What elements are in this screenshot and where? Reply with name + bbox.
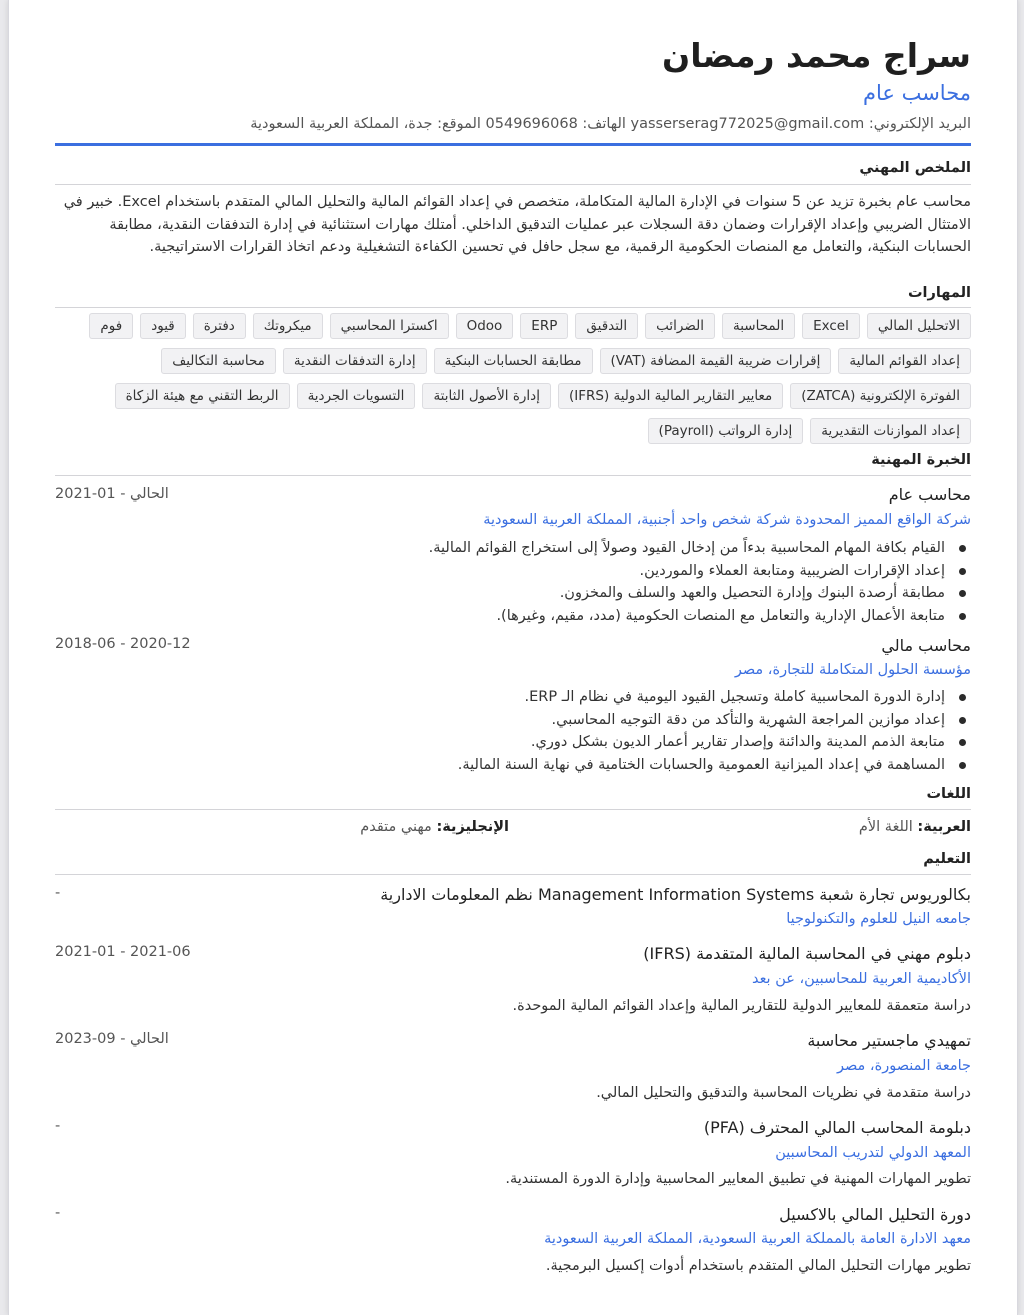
education-heading: التعليم bbox=[923, 851, 971, 867]
skill-chip: ERP bbox=[520, 313, 568, 339]
skill-chip: الفوترة الإلكترونية (ZATCA) bbox=[790, 383, 971, 409]
education-divider bbox=[55, 874, 971, 875]
list-item: إدارة الدورة المحاسبية كاملة وتسجيل القيود اليومية في نظام الـ ERP. bbox=[458, 686, 971, 709]
skill-chip: ميكروتك bbox=[253, 313, 323, 339]
list-item: القيام بكافة المهام المحاسبية بدءاً من إدخال القيود وصولاً إلى استخراج القوائم المالية. bbox=[429, 537, 971, 560]
edu-institution: المعهد الدولي لتدريب المحاسبين bbox=[775, 1145, 971, 1161]
header-divider bbox=[55, 143, 971, 146]
skill-chip: محاسبة التكاليف bbox=[161, 348, 276, 374]
bullet-dot bbox=[959, 694, 966, 701]
skills-divider bbox=[55, 307, 971, 308]
skills-list bbox=[55, 313, 971, 444]
phone-label: الهاتف: bbox=[582, 116, 626, 132]
resume-page bbox=[8, 0, 1018, 1315]
skill-chip: الضرائب bbox=[645, 313, 715, 339]
bullet-dot bbox=[959, 739, 966, 746]
languages-divider bbox=[55, 809, 971, 810]
skill-chip: إدارة الأصول الثابتة bbox=[422, 383, 551, 409]
edu-title: دورة التحليل المالي بالاكسيل bbox=[779, 1205, 971, 1224]
job-title: محاسب عام bbox=[888, 485, 971, 504]
bullet-dot bbox=[959, 545, 966, 552]
list-item: المساهمة في إعداد الميزانية العمومية والحسابات الختامية في نهاية السنة المالية. bbox=[458, 754, 971, 777]
skill-chip: إعداد الموازنات التقديرية bbox=[810, 418, 971, 444]
edu-institution: جامعه النيل للعلوم والتكنولوجيا bbox=[786, 911, 971, 927]
skill-chip: اكسترا المحاسبي bbox=[330, 313, 449, 339]
skill-chip: معايير التقارير المالية الدولية (IFRS) bbox=[558, 383, 783, 409]
job-bullets bbox=[458, 686, 971, 776]
email-label: البريد الإلكتروني: bbox=[868, 116, 971, 132]
edu-title: دبلوم مهني في المحاسبة المالية المتقدمة (IFRS) bbox=[643, 944, 971, 963]
edu-date: 2023-09 - الحالي bbox=[55, 1031, 169, 1047]
skill-chip: التسويات الجردية bbox=[297, 383, 416, 409]
edu-description: تطوير مهارات التحليل المالي المتقدم باستخدام أدوات إكسيل البرمجية. bbox=[545, 1258, 971, 1274]
bullet-dot bbox=[959, 717, 966, 724]
job-company: مؤسسة الحلول المتكاملة للتجارة، مصر bbox=[734, 662, 971, 678]
skill-chip: دفترة bbox=[193, 313, 246, 339]
language-name: الإنجليزية: bbox=[436, 819, 509, 835]
contact-line bbox=[250, 116, 971, 132]
skills-heading: المهارات bbox=[907, 285, 971, 301]
language-item bbox=[360, 819, 509, 835]
edu-institution: الأكاديمية العربية للمحاسبين، عن بعد bbox=[751, 971, 971, 987]
job-bullets bbox=[429, 537, 971, 627]
experience-divider bbox=[55, 475, 971, 476]
location-value: جدة، المملكة العربية السعودية bbox=[250, 116, 433, 132]
bullet-dot bbox=[959, 613, 966, 620]
skill-chip: إقرارات ضريبة القيمة المضافة (VAT) bbox=[600, 348, 832, 374]
phone-value[interactable]: 0549696068 bbox=[485, 116, 578, 132]
skill-chip: فوم bbox=[89, 313, 133, 339]
edu-description: دراسة متقدمة في نظريات المحاسبة والتدقيق والتحليل المالي. bbox=[596, 1085, 971, 1101]
skill-chip: إدارة التدفقات النقدية bbox=[283, 348, 427, 374]
skill-chip: Excel bbox=[802, 313, 860, 339]
skill-chip: إدارة الرواتب (Payroll) bbox=[648, 418, 804, 444]
location-label: الموقع: bbox=[437, 116, 481, 132]
edu-description: دراسة متعمقة للمعايير الدولية للتقارير المالية وإعداد القوائم المالية الموحدة. bbox=[512, 998, 971, 1014]
language-level: اللغة الأم bbox=[858, 819, 913, 835]
skill-chip: المحاسبة bbox=[722, 313, 795, 339]
language-item bbox=[859, 819, 971, 835]
skill-chip: التدقيق bbox=[575, 313, 638, 339]
summary-divider bbox=[55, 184, 971, 185]
skill-chip: Odoo bbox=[456, 313, 514, 339]
job-title: محاسب مالي bbox=[881, 636, 971, 655]
list-item: متابعة الأعمال الإدارية والتعامل مع المنصات الحكومية (مدد، مقيم، وغيرها). bbox=[429, 605, 971, 628]
candidate-name: سراج محمد رمضان bbox=[662, 36, 971, 75]
candidate-title: محاسب عام bbox=[862, 81, 971, 105]
languages-heading: اللغات bbox=[926, 786, 971, 802]
edu-title: بكالوريوس تجارة شعبة Management Information Systems نظم المعلومات الادارية bbox=[380, 885, 971, 904]
edu-description: تطوير المهارات المهنية في تطبيق المعايير المحاسبية وإدارة الدورة المستندية. bbox=[505, 1171, 971, 1187]
skill-chip: الاتحليل المالي bbox=[867, 313, 971, 339]
edu-date: 2021-01 - 2021-06 bbox=[55, 944, 191, 960]
skill-chip: الربط التقني مع هيئة الزكاة bbox=[115, 383, 290, 409]
job-company: شركة الواقع المميز المحدودة شركة شخص واحد أجنبية، المملكة العربية السعودية bbox=[483, 512, 971, 528]
edu-title: تمهيدي ماجستير محاسبة bbox=[807, 1031, 971, 1050]
language-level: مهني متقدم bbox=[360, 819, 432, 835]
skill-chip: مطابقة الحسابات البنكية bbox=[434, 348, 593, 374]
language-name: العربية: bbox=[917, 819, 971, 835]
skill-chip: إعداد القوائم المالية bbox=[838, 348, 971, 374]
edu-institution: معهد الادارة العامة بالمملكة العربية السعودية، المملكة العربية السعودية bbox=[544, 1231, 971, 1247]
list-item: إعداد موازين المراجعة الشهرية والتأكد من دقة التوجيه المحاسبي. bbox=[458, 709, 971, 732]
list-item: متابعة الذمم المدينة والدائنة وإصدار تقارير أعمار الديون بشكل دوري. bbox=[458, 731, 971, 754]
experience-heading: الخبرة المهنية bbox=[871, 452, 971, 468]
job-date: 2021-01 - الحالي bbox=[55, 486, 169, 502]
bullet-dot bbox=[959, 762, 966, 769]
edu-date: - bbox=[55, 885, 61, 901]
summary-text: محاسب عام بخبرة تزيد عن 5 سنوات في الإدارة المالية المتكاملة، متخصص في إعداد القوائم المالية والتحليل المالي المتقدم باستخدام Excel. خبير في الامتثال الضريبي وإعداد الإقرارات وضمان دقة السجلات عبر عمليات التدقيق الداخلي. أمتلك مهارات استثنائية في إدارة التدفقات النقدية، مطابقة الحسابات البنكية، والتعامل مع المنصات الحكومية الرقمية، مع سجل حافل في تحسين الكفاءة التشغيلية ودعم اتخاذ القرارات الاستراتيجية. bbox=[63, 194, 971, 255]
edu-institution: جامعة المنصورة، مصر bbox=[836, 1058, 971, 1074]
bullet-dot bbox=[959, 568, 966, 575]
list-item: إعداد الإقرارات الضريبية ومتابعة العملاء والموردين. bbox=[429, 560, 971, 583]
summary-heading: الملخص المهني bbox=[859, 160, 971, 176]
email-value[interactable]: yasserserag772025@gmail.com bbox=[630, 116, 865, 132]
edu-date: - bbox=[55, 1205, 61, 1221]
edu-title: دبلومة المحاسب المالي المحترف (PFA) bbox=[703, 1118, 971, 1137]
bullet-dot bbox=[959, 590, 966, 597]
list-item: مطابقة أرصدة البنوك وإدارة التحصيل والعهد والسلف والمخزون. bbox=[429, 582, 971, 605]
edu-date: - bbox=[55, 1118, 61, 1134]
skill-chip: قيود bbox=[140, 313, 186, 339]
job-date: 2018-06 - 2020-12 bbox=[55, 636, 191, 652]
